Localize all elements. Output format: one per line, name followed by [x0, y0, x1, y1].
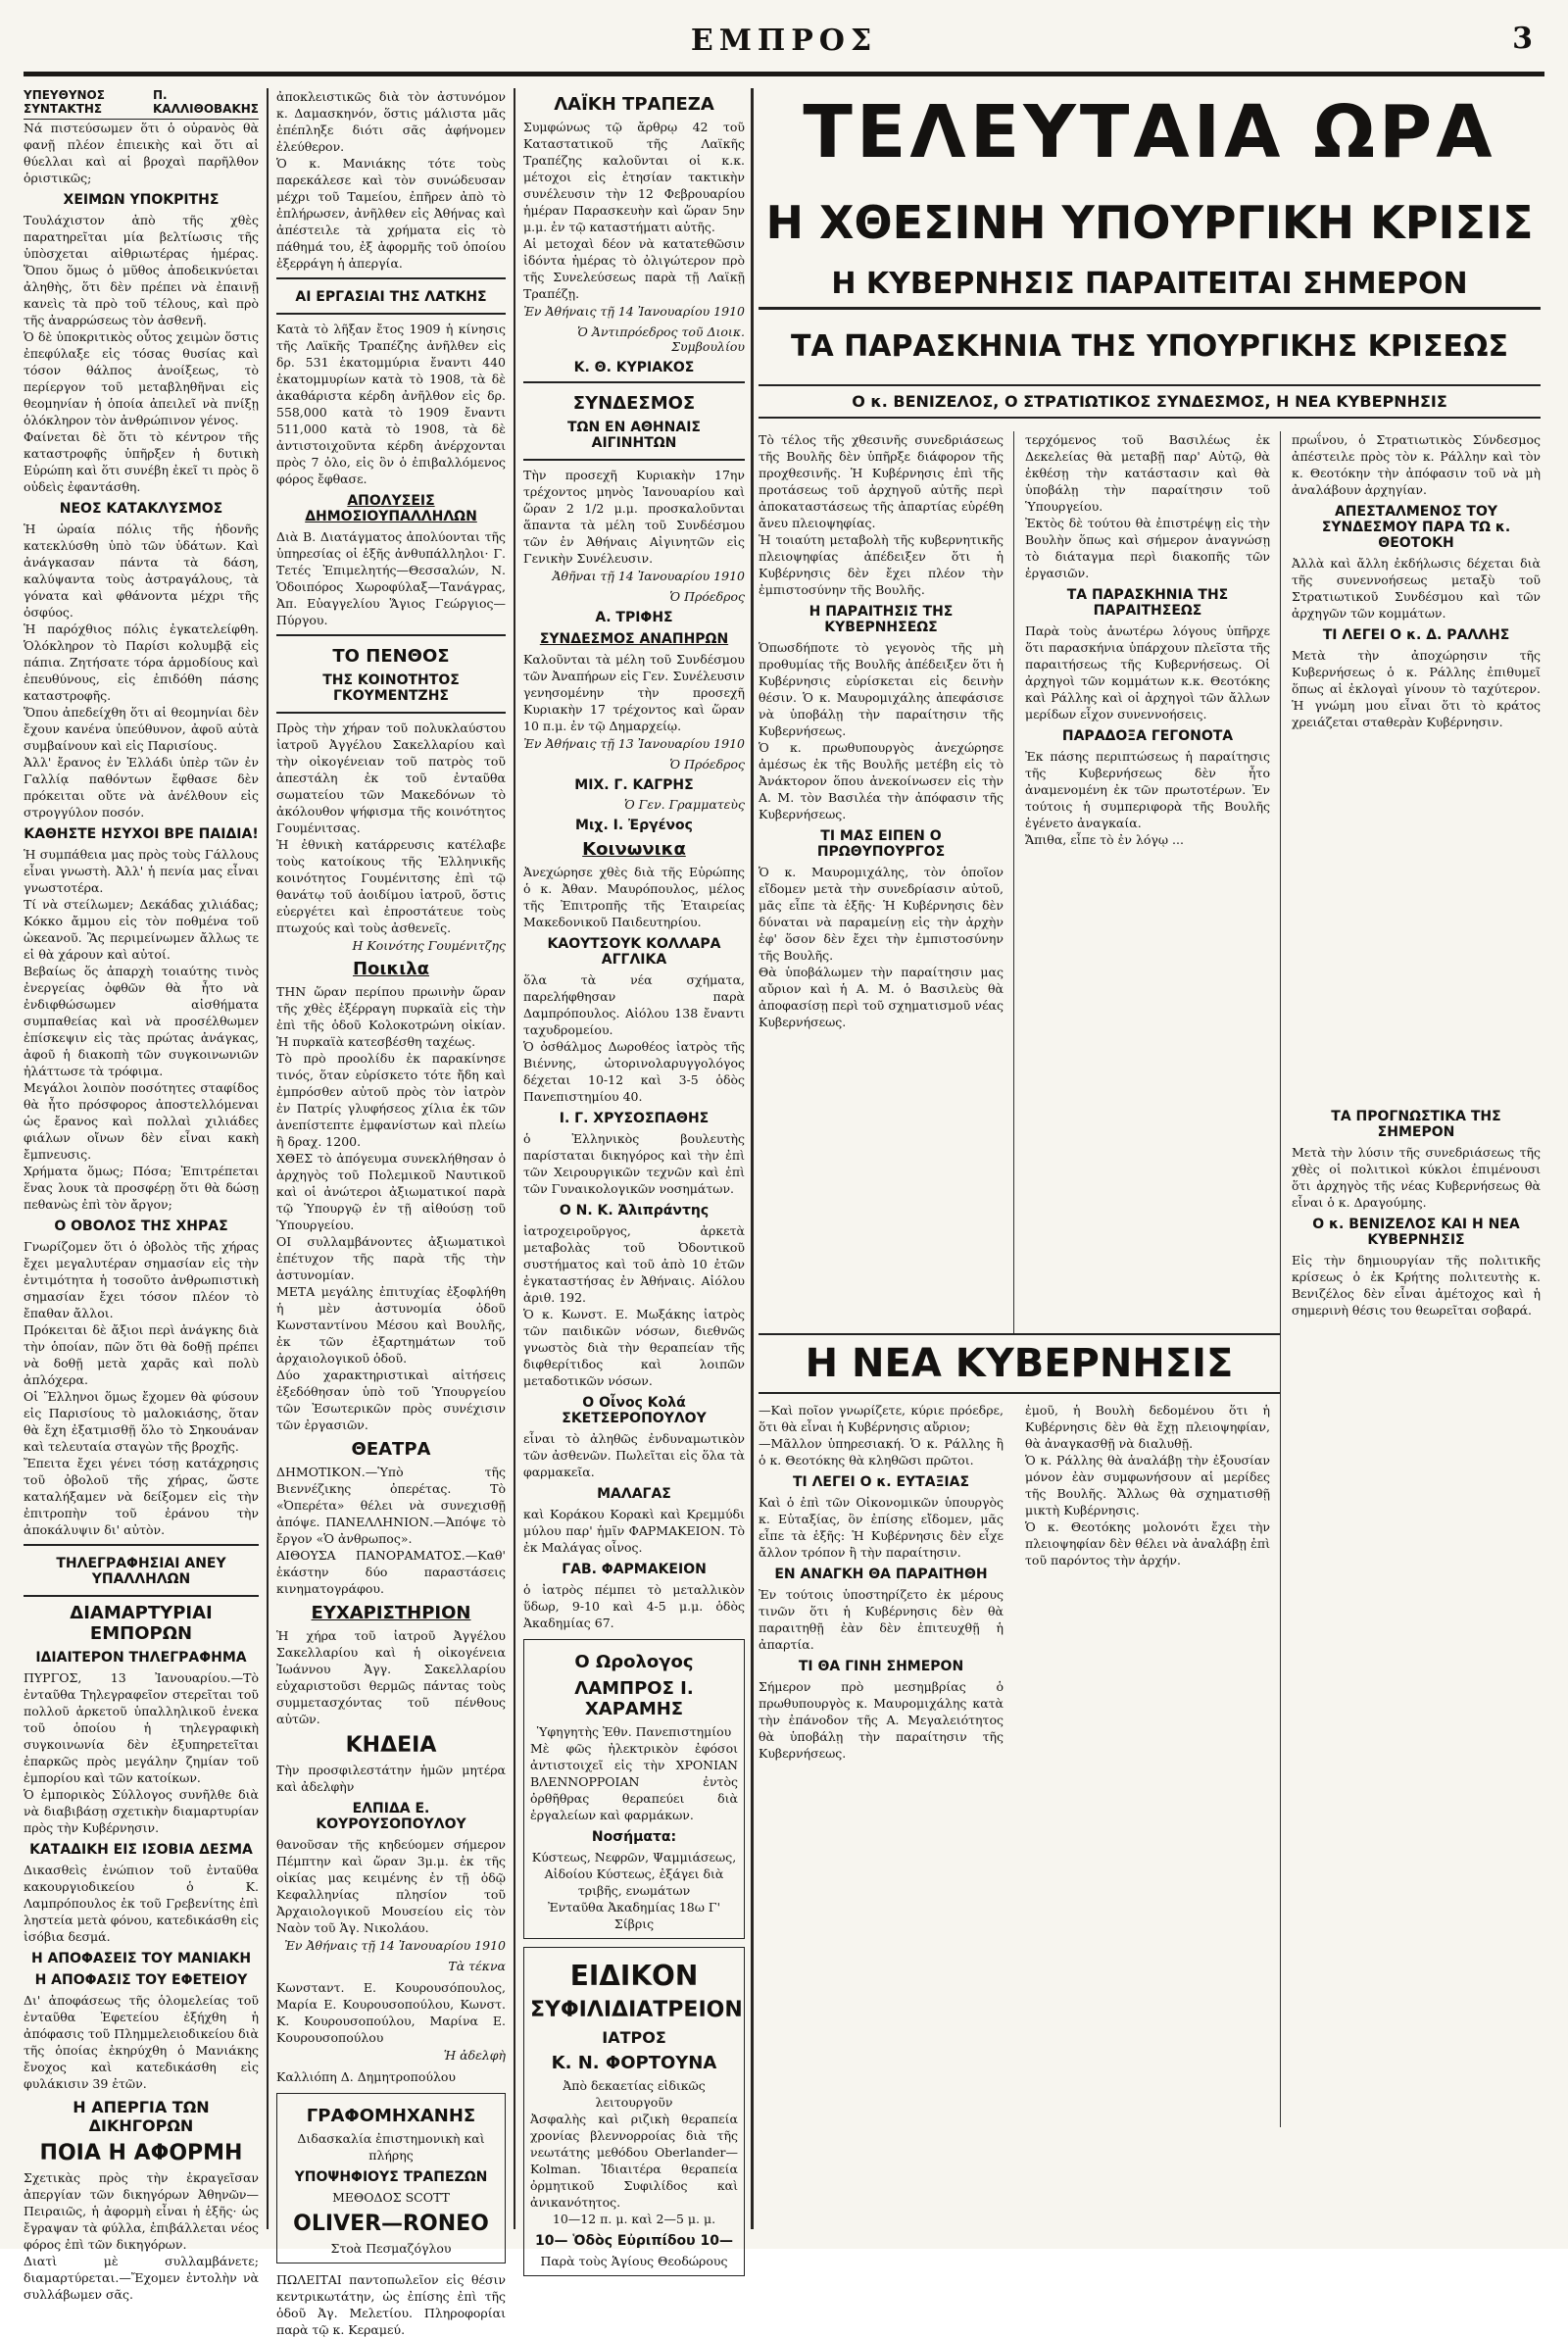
signatory-name: Κ. Θ. ΚΥΡΙΑΚΟΣ: [573, 360, 695, 375]
paragraph: Εἰς τὴν δημιουργίαν τῆς πολιτικῆς κρίσεως ὁ ἐκ Κρήτης πολιτευτὴς κ. Βενιζέλος δὲν εἶναι ἀμέτοχος καὶ ἡ σημερινὴ θέσις του θεωρεῖται σοβαρά.: [1292, 1253, 1541, 1318]
column-3: [523, 88, 745, 2268]
section-heading: ΑΙ ΕΡΓΑΣΙΑΙ ΤΗΣ ΛΑΤΚΗΣ: [295, 289, 487, 305]
section-heading: ΠΑΡΑΔΟΞΑ ΓΕΓΟΝΟΤΑ: [1061, 728, 1234, 744]
ad-text: Διδασκαλία ἐπιστημονικὴ καὶ πλήρης: [297, 2131, 485, 2163]
paragraph: Μετὰ τὴν λύσιν τῆς συνεδριάσεως τῆς χθὲς οἱ πολιτικοὶ κύκλοι ἐπιμένουσι ὅτι ἀρχηγὸς τῆς νέας Κυβερνήσεως θὰ εἶναι ὁ κ. Δραγούμης.: [1292, 1145, 1541, 1210]
section-heading: ΛΑΪΚΗ ΤΡΑΠΕΖΑ: [554, 94, 714, 115]
paragraph: Ἀνεχώρησε χθὲς διὰ τῆς Εὐρώπης ὁ κ. Ἀθαν. Μαυρόπουλος, μέλος τῆς Ἐπιτροπῆς τῆς Ἐταιρείας Μακεδονικοῦ Παιδευτηρίου.: [523, 865, 745, 929]
paragraph: Κωνσταντ. Ε. Κουρουσόπουλος, Μαρία Ε. Κουρουσοπούλου, Κωνστ. Κ. Κουρουσοπούλου, Μαρίνα Ε. Κουρουσοπούλου: [276, 1980, 506, 2045]
paragraph: ΠΩΛΕΙΤΑΙ παντοπωλεῖον εἰς θέσιν κεντρικωτάτην, ὡς ἐπίσης ἐπὶ τῆς ὁδοῦ Ἀγ. Μελετίου. Πληροφορίαι παρὰ τῷ κ. Κεραμεύ.: [276, 2272, 506, 2337]
advertisement-fortouna: [523, 1947, 745, 2276]
column-2: [276, 88, 506, 2337]
date-line: Ἐν Ἀθήναις τῇ 14 Ἰανουαρίου 1910: [284, 1938, 506, 1953]
signature: Ὁ Ἀντιπρόεδρος τοῦ Διοικ. Συμβουλίου: [577, 324, 745, 354]
section-heading: ΤΙ ΛΕΓΕΙ Ο κ. ΕΥΤΑΞΙΑΣ: [792, 1474, 970, 1490]
main-column-b: [1025, 431, 1270, 1333]
paragraph: Δύο χαρακτηριστικαὶ αἰτήσεις ἐξεδόθησαν ὑπὸ τοῦ Ὑπουργείου τῶν Ἐσωτερικῶν πρὸς συνέχισιν τῶν ἐργασιῶν.: [276, 1368, 506, 1432]
paragraph: Ὁ κ. Μαυρομιχάλης, τὸν ὁποῖον εἴδομεν μετὰ τὴν συνεδρίασιν αὐτοῦ, μᾶς εἶπε τὰ ἑξῆς· Ἡ Κυβέρνησις δὲν δύναται νὰ παραμείνῃ εἰς τὴν ἀρχὴν ἐφ' ὅσον δὲν ἔχει τὴν ἐμπιστοσύνην τῆς Βουλῆς.: [759, 865, 1004, 963]
signature: Η Κοινότης Γουμένιτζης: [352, 938, 506, 953]
paragraph: Τὴν προσεχῆ Κυριακὴν 17ην τρέχοντος μηνὸς Ἰανουαρίου καὶ ὥραν 2 1/2 μ.μ. προσκαλοῦνται ἅπαντα τὰ μέλη τοῦ Συνδέσμου τῶν ἐν Ἀθήναις Αἰγινητῶν εἰς Γενικὴν Συνέλευσιν.: [523, 468, 745, 566]
date-line: Ἐν Ἀθήναις τῇ 14 Ἰανουαρίου 1910: [523, 304, 745, 319]
paragraph: ΔΗΜΟΤΙΚΟΝ.—Ὑπὸ τῆς Βιεννέζικης ὀπερέτας. Τὸ «Ὀπερέτα» θέλει νὰ συνεχισθῇ ἀπόψε. ΠΑΝΕΛΛΗΝΙΟΝ.—Ἀπόψε τὸ ἔργον «Ὁ ἀνθρωπος».: [276, 1465, 506, 1546]
main-column-d: [759, 1402, 1004, 2127]
editor-role: ΥΠΕΥΘΥΝΟΣ ΣΥΝΤΑΚΤΗΣ: [24, 88, 105, 116]
signature: Ὁ Πρόεδρος: [669, 757, 745, 771]
paragraph: Καλοῦνται τὰ μέλη τοῦ Συνδέσμου τῶν Ἀναπήρων εἰς Γεν. Συνέλευσιν γενησομένην τὴν προσεχῆ Κυριακὴν 17 τρέχοντος καὶ ὥραν 10 π.μ. ἐν τῷ Δημαρχείῳ.: [523, 652, 745, 733]
column-divider: [751, 88, 754, 2229]
signatory-name: ΜΙΧ. Γ. ΚΑΓΡΗΣ: [574, 777, 694, 793]
paragraph: Αἱ μετοχαὶ δέον νὰ κατατεθῶσιν ἰδόντα ἡμέρας τὸ ὀλιγώτερον πρὸ τῆς Συνελεύσεως παρὰ τῇ Λαϊκῇ Τραπέζῃ.: [523, 236, 745, 301]
ad-text: Ὑφηγητὴς Ἐθν. Πανεπιστημίου: [536, 1724, 732, 1739]
column-divider: [514, 88, 515, 2229]
section-heading: ΑΠΕΣΤΑΛΜΕΝΟΣ ΤΟΥ ΣΥΝΔΕΣΜΟΥ ΠΑΡΑ ΤΩ κ. ΘΕΟΤΟΚΗ: [1321, 504, 1511, 551]
paragraph: ΟΙ συλλαμβάνοντες ἀξιωματικοὶ ἐπέτυχον τῆς παρὰ τῆς τὴν ἀστυνομίαν.: [276, 1234, 506, 1282]
paragraph: Οἱ Ἕλληνοι ὅμως ἔχομεν θὰ φύσουν εἰς Παρισίους τὸ μαλοκιάσης, ὅταν θὰ ἔχη ἐξατμισθῇ ὅλο τὸ Σηκουάναν καὶ τελευταία σταγὼν τῆς βροχῆς.: [24, 1389, 259, 1454]
section-heading: ΚΑΘΗΣΤΕ ΗΣΥΧΟΙ ΒΡΕ ΠΑΙΔΙΑ!: [24, 826, 259, 842]
paragraph: —Καὶ ποῖον γνωρίζετε, κύριε πρόεδρε, ὅτι θὰ εἶναι ἡ Κυβέρνησις αὔριον;: [759, 1403, 1004, 1434]
paragraph: Ὅπου ἀπεδείχθη ὅτι αἱ θεομηνίαι δὲν ἔχουν κανένα ὑπεύθυνον, ἀφοῦ αὐτὰ συμβαίνουν καὶ εἰς Παρισίους.: [24, 705, 259, 753]
section-heading: ΑΠΟΛΥΣΕΙΣ ΔΗΜΟΣΙΟΥΠΑΛΛΗΛΩΝ: [305, 493, 477, 524]
main-article-columns: [759, 431, 1541, 2127]
paragraph: Τὸ τέλος τῆς χθεσινῆς συνεδριάσεως τῆς Βουλῆς δὲν ὑπῆρξε διάφορον τῆς προχθεσινῆς. Ἡ Κυβέρνησις ἐπὶ τῆς προτάσεως τοῦ ἀρχηγοῦ αὐτῆς περὶ ἀποκαταστάσεως τῆς ἀπαρτίας εὑρέθη ἄνευ πλειοψηφίας.: [759, 432, 1004, 530]
section-subheading: Η ΑΠΟΦΑΣΙΣ ΤΟΥ ΕΦΕΤΕΙΟΥ: [34, 1972, 248, 1988]
section-heading: ΚΗΔΕΙΑ: [345, 1733, 437, 1758]
paragraph: Φαίνεται δὲ ὅτι τὸ κέντρον τῆς καταστροφῆς ὑπῆρξεν ἡ δυτικὴ Εὐρώπη καὶ ὅτι συνέβη ἐκεῖ τι πρὸς ὃ οὐδεὶς ἐφαντάσθη.: [24, 429, 259, 494]
ad-text: Ἀσφαλὴς καὶ ριζικὴ θεραπεία χρονίας βλεννορροίας διὰ τῆς νεωτάτης μεθόδου Oberlander—Kolman. Ἰδιαιτέρα θεραπεία ὀρμητικοῦ Συφιλίδος καὶ ἀνικανότητος.: [530, 2112, 738, 2210]
section-subheading: ΙΔΙΑΙΤΕΡΟΝ ΤΗΛΕΓΡΑΦΗΜΑ: [35, 1650, 247, 1666]
paragraph: Βεβαίως ὅς ἀπαρχὴ τοιαύτης τινὸς ἐνεργείας ὀφθῶν θὰ ἦτο νὰ ἐνδιφθώσωμεν αἰσθήματα συμπαθείας καὶ νὰ προσέλθωμεν ἐπίσκεψιν εἰς τὰς πρώτας ἀνάγκας, ἀφοῦ ἡ διακοπὴ τῶν συγκοινωνιῶν ἠλάττωσε τὰ τρόφιμα.: [24, 964, 259, 1078]
section-heading: ΧΕΙΜΩΝ ΥΠΟΚΡΙΤΗΣ: [63, 192, 220, 208]
section-heading-new-government: Η ΝΕΑ ΚΥΒΕΡΝΗΣΙΣ: [759, 1333, 1280, 1394]
paragraph: ΤΗΝ ὥραν περίπου πρωινὴν ὥραν τῆς χθὲς ἐξέρραγη πυρκαϊὰ εἰς τὴν ἐπὶ τῆς ὁδοῦ Κολοκοτρώνη οἰκίαν. Ἡ πυρκαϊὰ κατεσβέσθη ταχέως.: [276, 984, 506, 1049]
paragraph: Ἄπιθα, εἶπε τὸ ἐν λόγῳ ...: [1025, 832, 1184, 847]
section-heading: ΤΟ ΠΕΝΘΟΣ: [332, 646, 450, 667]
paragraph: Θὰ ὑποβάλωμεν τὴν παραίτησιν μας αὔριον καὶ ἡ Α. Μ. ὁ Βασιλεὺς θὰ ἀποφασίσῃ περὶ τοῦ σχηματισμοῦ νέας Κυβερνήσεως.: [759, 965, 1004, 1029]
column-divider: [1013, 431, 1014, 1333]
paragraph: Τὸ πρὸ προολίδυ ἐκ παρακίνησε τινός, ὅταν εὐρίσκετο τότε ἤδη καὶ ἐμπρόσθεν αὐτοῦ πρὸς τὸν ἰατρὸν ἐν Πατρίς γλυφήσεος χίλια ἐκ τῶν ἀνεπίστεπτε ἐμφανίστων καὶ πλείω ἢ δραχ. 1200.: [276, 1051, 506, 1149]
main-column-c: [1292, 431, 1541, 2127]
ad-brand: OLIVER—RONEO: [293, 2212, 489, 2236]
paragraph: Ἡ τοιαύτη μεταβολὴ τῆς κυβερνητικῆς πλειοψηφίας ἀπέδειξεν ὅτι ἡ Κυβέρνησις δὲν ἔχει πλέον τὴν ἐμπιστοσύνην τῆς Βουλῆς.: [759, 532, 1004, 597]
ad-heading: ΓΡΑΦΟΜΗΧΑΝΗΣ: [306, 2106, 476, 2126]
section-heading: Ποικιλα: [352, 959, 429, 979]
main-subheadline: Η ΧΘΕΣΙΝΗ ΥΠΟΥΡΓΙΚΗ ΚΡΙΣΙΣ: [765, 196, 1534, 249]
section-heading: ΘΕΑΤΡΑ: [351, 1439, 431, 1460]
section-heading: ΤΑ ΠΡΟΓΝΩΣΤΙΚΑ ΤΗΣ ΣΗΜΕΡΟΝ: [1331, 1109, 1501, 1140]
ad-heading: ΣΥΦΙΛΙΔΙΑΤΡΕΙΟΝ: [530, 1998, 743, 2022]
advertisement-typing: [276, 2093, 506, 2263]
paragraph: Ὁ ὀσθάλμος Δωροθέος ἰατρὸς τῆς Βιέννης, ὠτορινολαρυγγολόγος δέχεται 10-12 καὶ 3-5 ὁδὸς Πανεπιστημίου 40.: [523, 1039, 745, 1104]
paragraph: Ὁπωσδήποτε τὸ γεγονὸς τῆς μὴ προθυμίας τῆς Βουλῆς ἀπέδειξεν ὅτι ἡ Κυβέρνησις εὑρίσκεται εἰς δεινὴν θέσιν. Ὁ κ. Μαυρομιχάλης ἀπεφάσισε νὰ ὑποβάλῃ τὴν παραίτησιν τῆς Κυβερνήσεως.: [759, 640, 1004, 738]
paragraph: Δι' ἀποφάσεως τῆς ὁλομελείας τοῦ ἐνταῦθα Ἐφετείου ἐξήχθη ἡ ἀπόφασις τοῦ Πλημμελειοδικείου διὰ τῆς ὁποίας ἐκηρύχθη ὁ Μανιάκης ἔνοχος καὶ κατεδικάσθη εἰς φυλάκισιν 39 ἐτῶν.: [24, 1993, 259, 2091]
paragraph: Κατὰ τὸ λῆξαν ἔτος 1909 ἡ κίνησις τῆς Λαϊκῆς Τραπέζης ἀνῆλθεν εἰς δρ. 531 ἑκατομμύρια ἔναντι 440 ἑκατομμυρίων κατὰ τὸ 1908, τὰ δὲ ἀκαθάριστα κέρδη ἀνῆλθον εἰς δρ. 558,000 κατὰ τὸ 1909 ἔναντι 511,000 κατὰ τὸ 1908, τὰ δὲ ἀντιστοιχοῦντα κέρδη ἀνέρχονται πρὸς 7 ὀλο, εἰς ὃν ὁ ἐπιβαλλόμενος φόρος ἔφθασε.: [276, 322, 506, 486]
ad-heading: ΕΙΔΙΚΟΝ: [569, 1960, 699, 1992]
paragraph: Μετὰ τὴν ἀποχώρησιν τῆς Κυβερνήσεως ὁ κ. Ράλλης ἐπιθυμεῖ ὅπως αἱ ἐκλογαὶ γίνουν τὸ ταχύτερον. Ἡ γνώμη μου εἶναι ὅτι τὸ κράτος χρειάζεται σταθερὰν Κυβέρνησιν.: [1292, 648, 1541, 729]
section-heading: Ο κ. ΒΕΝΙΖΕΛΟΣ ΚΑΙ Η ΝΕΑ ΚΥΒΕΡΝΗΣΙΣ: [1312, 1217, 1520, 1248]
paragraph: ΑΙΘΟΥΣΑ ΠΑΝΟΡΑΜΑΤΟΣ.—Καθ' ἑκάστην δύο παραστάσεις κινηματογράφου.: [276, 1548, 506, 1596]
ad-heading: ΚΑΟΥΤΣΟΥΚ ΚΟΛΛΑΡΑ ΑΓΓΛΙΚΑ: [547, 936, 721, 968]
paragraph: Μεγάλοι λοιπὸν ποσότητες σταφίδος θὰ ἦτο πρόσφορος ἀποστελλόμεναι ὡς ἔρανος καὶ πολλαὶ χιλιάδες φιάλων οἴνων δὲν εἶναι κακὴ ἔμπνευσις.: [24, 1080, 259, 1162]
paragraph: Ἡ ὡραία πόλις τῆς ἡδονῆς κατεκλύσθη ὑπὸ τῶν ὑδάτων. Καὶ ἀνάγκασαν πάντα τὰ δάση, καλύψαντα τοὺς ἀστραγάλους, τὰ γόνατα καὶ φθάνοντα μέχρι τῆς ὀσφύος.: [24, 522, 259, 620]
ad-text: Παρὰ τοὺς Ἁγίους Θεοδώρους: [540, 2254, 728, 2268]
section-heading: ΤΙ ΘΑ ΓΙΝΗ ΣΗΜΕΡΟΝ: [798, 1659, 964, 1674]
section-heading: Η ΑΠΟΦΑΣΕΙΣ ΤΟΥ ΜΑΝΙΑΚΗ: [30, 1951, 252, 1966]
ad-text: Ἀπὸ δεκαετίας εἰδικῶς λειτουργοῦν: [563, 2078, 706, 2110]
advertisement-charamis: [523, 1639, 745, 1939]
ad-heading: Ο Οἶνος Κολά ΣΚΕΤΣΕΡΟΠΟΥΛΟΥ: [562, 1395, 707, 1426]
paragraph: πρωΐνου, ὁ Στρατιωτικὸς Σύνδεσμος ἀπέστειλε πρὸς τὸν κ. Ράλλην καὶ τὸν κ. Θεοτόκην τὴν ἀπόφασιν τοῦ νὰ μὴ ἀναλάβουν ἀρχηγίαν.: [1292, 432, 1541, 497]
paragraph: ἀποκλειστικῶς διὰ τὸν ἀστυνόμον κ. Δαμασκηνόν, ὅστις μάλιστα μᾶς ἐπέπληξε διότι σᾶς ἀφήνομεν ἐλεύθερον.: [276, 89, 506, 154]
paragraph: ἐμοῦ, ἡ Βουλὴ δεδομένου ὅτι ἡ Κυβέρνησις δὲν θὰ ἔχῃ πλειοψηφίαν, θὰ ἀναγκασθῇ νὰ διαλυθῇ.: [1025, 1403, 1270, 1451]
ad-text: Κύστεως, Νεφρῶν, Ψαμμιάσεως, Αἰδοίου Κύστεως, ἐξάγει διὰ τριβῆς, ενωμάτων: [531, 1850, 737, 1898]
paragraph: Ἐκ πάσης περιπτώσεως ἡ παραίτησις τῆς Κυβερνήσεως δὲν ἦτο ἀναμενομένη ἐκ τῶν πρωτοτέρων. Ἐν τούτοις ἡ συμπεριφορὰ τῆς Βουλῆς ἐγένετο ἀναγκαία.: [1025, 749, 1270, 830]
ad-heading: ΓΑΒ. ΦΑΡΜΑΚΕΙΟΝ: [562, 1562, 707, 1577]
section-heading: Ο ΟΒΟΛΟΣ ΤΗΣ ΧΗΡΑΣ: [54, 1219, 228, 1234]
editor-byline: [24, 88, 259, 120]
section-heading: ΤΙ ΛΕΓΕΙ Ο κ. Δ. ΡΑΛΛΗΣ: [1322, 627, 1510, 643]
paragraph: ὅλα τὰ νέα σχήματα, παρελήφθησαν παρὰ Δαμπρόπουλος. Αἰόλου 138 ἔναντι ταχυδρομείου.: [523, 972, 745, 1037]
main-subheadline: ΤΑ ΠΑΡΑΣΚΗΝΙΑ ΤΗΣ ΥΠΟΥΡΓΙΚΗΣ ΚΡΙΣΕΩΣ: [791, 329, 1508, 364]
paragraph: ἰατροχειροῦργος, ἀρκετὰ μεταβολὰς τοῦ Ὀδοντικοῦ συστήματος καὶ τοῦ ἀπὸ 10 ἐτῶν ἐγκαταστήσας ἐν Ἀθήναις. Αἰόλου ἀριθ. 192.: [523, 1223, 745, 1305]
deceased-name: ΕΛΠΙΔΑ Ε. ΚΟΥΡΟΥΣΟΠΟΥΛΟΥ: [316, 1801, 466, 1832]
date-line: Ἀθῆναι τῇ 14 Ἰανουαρίου 1910: [552, 569, 745, 583]
signature: Τὰ τέκνα: [448, 1959, 506, 1973]
paragraph: εἶναι τὸ ἀληθῶς ἐνδυναμωτικὸν τῶν ἀσθενῶν. Πωλεῖται εἰς ὅλα τὰ φαρμακεῖα.: [523, 1431, 745, 1479]
paragraph: Χρήματα ὅμως; Πόσα; Ἐπιτρέπεται ἕνας λουκ τὰ προσφέρῃ ὅτι θὰ δώσῃ πεθανὼς ἐπὶ τὸν ἄργον;: [24, 1164, 259, 1212]
main-column-e: [1025, 1402, 1270, 2127]
paragraph: Ὁ κ. Θεοτόκης μολονότι ἔχει τὴν πλειοψηφίαν δὲν θέλει νὰ ἀναλάβῃ ἐπὶ τοῦ παρόντος τὴν ἀρχήν.: [1025, 1519, 1270, 1567]
newspaper-title: ΕΜΠΡΟΣ: [690, 24, 878, 58]
section-heading: Η ΠΑΡΑΙΤΗΣΙΣ ΤΗΣ ΚΥΒΕΡΝΗΣΕΩΣ: [808, 604, 954, 635]
ad-subheading: Νοσήματα:: [591, 1829, 677, 1845]
ad-heading: Ι. Γ. ΧΡΥΣΟΣΠΑΘΗΣ: [559, 1111, 710, 1126]
paragraph: ΠΥΡΓΟΣ, 13 Ἰανουαρίου.—Τὸ ἐνταῦθα Τηλεγραφεῖον στερεῖται τοῦ πολλοῦ ἀρκετοῦ ὑπαλληλικοῦ ἐνεκα τοῦ ὁποίου ἡ τηλεγραφικὴ συγκοινωνία δὲν ἐξυπηρετεῖται ἐπαρκῶς πρὸς μεγάλην ζημίαν τοῦ ἐμπορίου καὶ τῶν κατοίκων.: [24, 1670, 259, 1785]
column-divider: [1280, 431, 1281, 2127]
paragraph: Ὁ κ. Ράλλης θὰ ἀναλάβῃ τὴν ἐξουσίαν μόνον ἐὰν συμφωνήσουν αἱ μερίδες τῆς Βουλῆς. Ἄλλως θὰ σχηματισθῇ μικτὴ Κυβέρνησις.: [1025, 1453, 1270, 1517]
paragraph: Ἀλλὰ καὶ ἄλλη ἐκδήλωσις δέχεται διὰ τῆς συνεννοήσεως μεταξὺ τοῦ Στρατιωτικοῦ Συνδέσμου καὶ τῶν ἀρχηγῶν τῶν κομμάτων.: [1292, 556, 1541, 621]
main-subheadline: Ο κ. ΒΕΝΙΖΕΛΟΣ, Ο ΣΤΡΑΤΙΩΤΙΚΟΣ ΣΥΝΔΕΣΜΟΣ, Η ΝΕΑ ΚΥΒΕΡΝΗΣΙΣ: [759, 384, 1541, 419]
paragraph: ΧΘΕΣ τὸ ἀπόγευμα συνεκλήθησαν ὁ ἀρχηγὸς τοῦ Πολεμικοῦ Ναυτικοῦ καὶ οἱ ἀνώτεροι ἀξιωματικοί παρὰ τῷ Ὑπουργῷ ἐν τῇ αἰθούσῃ τοῦ Ὑπουργείου.: [276, 1151, 506, 1232]
paragraph: Ἡ χήρα τοῦ ἰατροῦ Ἀγγέλου Σακελλαρίου καὶ ἡ οἰκογένεια Ἰωάννου Ἀγγ. Σακελλαρίου εὐχαριστοῦσι θερμῶς πάντας τοὺς συμμετασχόντας τοῦ πένθους αὐτῶν.: [276, 1628, 506, 1726]
paragraph: Πρὸς τὴν χήραν τοῦ πολυκλαύστου ἰατροῦ Ἀγγέλου Σακελλαρίου καὶ τὴν οἰκογένειαν τοῦ πατρὸς τοῦ ἀπεστάλη ἐκ τοῦ ἐνταῦθα σωματείου τῶν Μακεδόνων τὸ ἀκόλουθον ψήφισμα τῆς κοινότητος Γουμένιτσας.: [276, 721, 506, 835]
paragraph: Τὴν προσφιλεστάτην ἡμῶν μητέρα καὶ ἀδελφὴν: [276, 1763, 506, 1794]
main-subheadline: Η ΚΥΒΕΡΝΗΣΙΣ ΠΑΡΑΙΤΕΙΤΑΙ ΣΗΜΕΡΟΝ: [759, 267, 1541, 310]
editor-name: Π. ΚΑΛΛΙΘΟΒΑΚΗΣ: [153, 88, 259, 116]
paragraph: Τί νὰ στείλωμεν; Δεκάδας χιλιάδας; Κόκκο ἄμμου εἰς τὸν ποθμένα τοῦ ὠκεανοῦ. Ἂς περιμείνωμεν ἄλλως τε εἰ θὰ χάρουν καὶ αὐτοί.: [24, 897, 259, 962]
section-heading: ΔΙΑΜΑΡΤΥΡΙΑΙ ΕΜΠΟΡΩΝ: [70, 1603, 213, 1644]
ad-name: Κ. Ν. ΦΟΡΤΟΥΝΑ: [551, 2053, 717, 2073]
paragraph: Ὁ κ. Κωνστ. Ε. Μωξάκης ἰατρὸς τῶν παιδικῶν νόσων, διεθνῶς γνωστὸς διὰ τὴν θεραπείαν τῆς διφθερίτιδος καὶ λοιπῶν μεταδοτικῶν νόσων.: [523, 1307, 745, 1388]
paragraph: καὶ Κοράκου Κορακὶ καὶ Κρεμμύδι μύλου παρ' ἡμῖν ΦΑΡΜΑΚΕΙΟΝ. Τὸ ἐκ Μαλάγας οἶνος.: [523, 1507, 745, 1555]
paragraph: θανοῦσαν τῆς κηδεύομεν σήμερον Πέμπτην καὶ ὥραν 3μ.μ. ἐκ τῆς οἰκίας μας κειμένης ἐν τῇ ὁδῷ Κεφαλληνίας πλησίον τοῦ Ἀρχαιολογικοῦ Μουσείου εἰς τὸν Ναὸν τοῦ Ἁγ. Νικολάου.: [276, 1837, 506, 1935]
section-heading: ΕΥΧΑΡΙΣΤΗΡΙΟΝ: [311, 1603, 471, 1623]
section-subheading: ΤΗΣ ΚΟΙΝΟΤΗΤΟΣ ΓΚΟΥΜΕΝΤΖΗΣ: [322, 672, 460, 704]
ad-heading: Ο Ν. Κ. Ἀλιπράντης: [559, 1203, 710, 1219]
section-heading: ΣΥΝΔΕΣΜΟΣ: [572, 393, 696, 414]
paragraph: Ὁ κ. Μανιάκης τότε τοὺς παρεκάλεσε καὶ τὸν συνώδευσαν μέχρι τοῦ Ταμείου, ἐπῆρεν ἀπὸ τὸ ἐπλήρωσεν, ἀνῆλθεν εἰς Ἀθήνας καὶ ἀπέστειλε τὰ χρήματα εἰς τὸ πάθημά του, ἐξ ἀφορμῆς τοῦ ὁποίου ἐξερράγη ἡ ἀπεργία.: [276, 156, 506, 271]
signature: Ἡ ἀδελφὴ: [443, 2048, 506, 2063]
signature: Ὁ Γεν. Γραμματεὺς: [623, 797, 745, 812]
masthead-rule: [24, 72, 1544, 76]
paragraph: Σχετικὰς πρὸς τὴν ἐκραγεῖσαν ἀπεργίαν τῶν δικηγόρων Ἀθηνῶν—Πειραιῶς, ἡ ἀφορμὴ εἶναι ἡ ἑξῆς· ὡς ἔγραψαν τὰ φύλλα, ἐπιβάλλεται νέος φόρος ἐπὶ τῶν δικηγόρων.: [24, 2170, 259, 2252]
section-heading: ΤΗΛΕΓΡΑΦΗΣΙΑΙ ΑΝΕΥ ΥΠΑΛΛΗΛΩΝ: [56, 1556, 226, 1587]
paragraph: Ἐκτὸς δὲ τούτου θὰ ἐπιστρέψῃ εἰς τὴν Βουλὴν ὅπως καὶ σήμερον ἀναγνώσῃ τὸ διάταγμα περὶ διακοπῆς τῶν ἐργασιῶν.: [1025, 516, 1270, 580]
paragraph: Διὰ Β. Διατάγματος ἀπολύονται τῆς ὑπηρεσίας οἱ ἑξῆς ἀνθυπάλληλοι· Γ. Τετές Ἐπιμελητής—Θεσσαλών, Ν. Ὁδοιπόρος Χωροφύλαξ—Τανάγρας, Ἀπ. Εὐαγγελίου Ἅγιος Γεώργιος—Πύργου.: [276, 529, 506, 627]
ad-text: Ἐνταῦθα Ἀκαδημίας 18ω Γ' Σίβρις: [547, 1900, 721, 1931]
paragraph: Ἀλλ' ἔρανος ἐν Ἑλλάδι ὑπὲρ τῶν ἐν Γαλλίᾳ παθόντων ἔφθασε δὲν πρόκειται οὔτε νὰ ἀνέλθουν εἰς στρογγύλον ποσόν.: [24, 755, 259, 820]
signature: Ὁ Πρόεδρος: [669, 589, 745, 604]
ad-subheading: ΥΠΟΨΗΦΙΟΥΣ ΤΡΑΠΕΖΩΝ: [294, 2169, 488, 2185]
date-line: Ἐν Ἀθήναις τῇ 13 Ἰανουαρίου 1910: [523, 736, 745, 751]
ad-text: ΜΕΘΟΔΟΣ SCOTT: [332, 2190, 450, 2205]
section-heading: Η ΑΠΕΡΓΙΑ ΤΩΝ ΔΙΚΗΓΟΡΩΝ: [73, 2098, 210, 2135]
section-heading: ΤΑ ΠΑΡΑΣΚΗΝΙΑ ΤΗΣ ΠΑΡΑΙΤΗΣΕΩΣ: [1066, 587, 1229, 619]
section-heading: Κοινωνικα: [582, 839, 686, 860]
ad-heading: ΜΑΛΑΓΑΣ: [597, 1486, 671, 1502]
masthead: [24, 18, 1544, 76]
section-subheading: ΤΩΝ ΕΝ ΑΘΗΝΑΙΣ ΑΙΓΙΝΗΤΩΝ: [567, 420, 701, 451]
page-number: 3: [1512, 22, 1533, 56]
section-heading: ΕΝ ΑΝΑΓΚΗ ΘΑ ΠΑΡΑΙΤΗΘΗ: [774, 1567, 988, 1582]
signatory-name: Α. ΤΡΙΦΗΣ: [595, 610, 673, 625]
paragraph: Ἡ ἐθνικὴ κατάρρευσις κατέλαβε τοὺς κατοίκους τῆς Ἑλληνικῆς κοινότητος Γουμένιτσης ἐπὶ τῷ θανάτῳ τοῦ ἀοιδίμου ἰατροῦ, ὅστις εὐεργέτει καὶ ἐπροστάτευε τοὺς πτωχούς καὶ τοὺς ἀσθενεῖς.: [276, 837, 506, 935]
ad-subheading: ΙΑΤΡΟΣ: [602, 2028, 666, 2047]
paragraph: Ἐν τούτοις ὑποστηρίζετο ἐκ μέρους τινῶν ὅτι ἡ Κυβέρνησις δὲν θὰ παραιτηθῇ ἐὰν δὲν ἐπιτευχθῇ ἡ ἀπαρτία.: [759, 1587, 1004, 1652]
paragraph: Σήμερον πρὸ μεσημβρίας ὁ πρωθυπουργὸς κ. Μαυρομιχάλης κατὰ τὴν ἐπάνοδον τῆς Α. Μεγαλειότητος θὰ ὑποβάλῃ τὴν παραίτησιν τῆς Κυβερνήσεως.: [759, 1679, 1004, 1761]
paragraph: Δικασθεὶς ἐνώπιον τοῦ ἐνταῦθα κακουργιοδικείου ὁ Κ. Λαμπρόπουλος ἐκ τοῦ Γρεβενίτης ἐπὶ ληστεία μετὰ φόνου, κατεδικάσθη εἰς ἰσόβια δεσμά.: [24, 1863, 259, 1944]
paragraph: Νά πιστεύσωμεν ὅτι ὁ οὐρανὸς θὰ φανῇ πλέον ἐπιεικὴς καὶ ὅτι αἱ θύελλαι καὶ αἱ βροχαὶ παρῆλθον ὁριστικῶς;: [24, 121, 259, 185]
paragraph: Τουλάχιστον ἀπὸ τῆς χθὲς παρατηρεῖται μία βελτίωσις τῆς ὑπὸσχεται αἰθριωτέρας ἡμέρας. Ὅπου ὅμως ὁ μῦθος ἀποδεικνύεται ἀληθὴς, ὅτι δὲν πρέπει νὰ ἐπαινῇ κανεὶς τὰ πρὸ τοῦ τέλους, καὶ πρὸ τῆς ἀναρρώσεως τὸν ἀσθενῆ.: [24, 213, 259, 327]
paragraph: τερχόμενος τοῦ Βασιλέως ἐκ Δεκελείας θὰ μεταβῇ παρ' Αὐτῷ, θὰ ἐκθέσῃ τὴν κατάστασιν καὶ θὰ ὑποβάλῃ τὴν παραίτησιν τοῦ Ὑπουργείου.: [1025, 432, 1270, 514]
paragraph: Ἡ παρόχθιος πόλις ἐγκατελείφθη. Ὁλόκληρον τὸ Παρίσι κολυμβᾷ εἰς πάπια. Ζητήσατε τόρα ἁρμοδίους καὶ ἐπευθύνους, εἰς ἐπιδόθη πάσης καταστροφῆς.: [24, 622, 259, 703]
paragraph: Πρόκειται δὲ ἄξιοι περὶ ἀνάγκης διὰ τὴν ὁποίαν, πῶν ὅτι θὰ δοθῇ πρέπει νὰ δοθῇ μετὰ χαρᾶς καὶ πολὺ ἀπλόχερα.: [24, 1322, 259, 1387]
section-heading: ΣΥΝΔΕΣΜΟΣ ΑΝΑΠΗΡΩΝ: [539, 631, 729, 647]
paragraph: Παρὰ τοὺς ἀνωτέρω λόγους ὑπῆρχε ὅτι παρασκήνια ὑπάρχουν πλεῖστα τῆς παραιτήσεως τῆς Κυβερνήσεως. Οἱ ἀρχηγοὶ τῶν κομμάτων κ.κ. Θεοτόκης καὶ Ράλλης καὶ οἱ ἀρχηγοὶ τῶν ἄλλων μερίδων εἶχον συνεννοήσεις.: [1025, 623, 1270, 721]
paragraph: Ὁ ἐμπορικὸς Σύλλογος συνῆλθε διὰ νὰ διαβιβάσῃ σχετικὴν διαμαρτυρίαν πρὸς τὴν Κυβέρνησιν.: [24, 1787, 259, 1835]
paragraph: ὁ ἰατρὸς πέμπει τὸ μεταλλικὸν ὕδωρ, 9-10 καὶ 4-5 μ.μ. ὁδὸς Ἀκαδημίας 67.: [523, 1582, 745, 1630]
paragraph: Ὁ κ. πρωθυπουργὸς ἀνεχώρησε ἀμέσως ἐκ τῆς Βουλῆς μετέβη εἰς τὸ Ἀνάκτορον ὅπου ἀνεκοίνωσεν εἰς τὴν Α. Μ. τὸν Βασιλέα τὴν ἀπόφασιν τῆς Κυβερνήσεως.: [759, 740, 1004, 821]
section-heading: ΠΟΙΑ Η ΑΦΟΡΜΗ: [39, 2141, 243, 2165]
paragraph: Καλλιόπη Δ. Δημητροπούλου: [276, 2069, 457, 2084]
column-divider: [267, 88, 269, 2229]
column-1: [24, 88, 259, 2302]
paragraph: Καὶ ὁ ἐπὶ τῶν Οἰκονομικῶν ὑπουργὸς κ. Εὐταξίας, ὃν ἐπίσης εἴδομεν, μᾶς εἶπε τὰ ἑξῆς: Ἡ Κυβέρνησις δὲν εἶχε ἄλλον τρόπον ἢ τὴν παραίτησιν.: [759, 1495, 1004, 1560]
ad-text: 10—12 π. μ. καὶ 2—5 μ. μ.: [552, 2212, 716, 2226]
ad-address: 10— Ὁδὸς Εὐριπίδου 10—: [535, 2233, 733, 2249]
ad-text: Στοὰ Πεσμαζόγλου: [330, 2241, 452, 2256]
section-heading: ΚΑΤΑΔΙΚΗ ΕΙΣ ΙΣΟΒΙΑ ΔΕΣΜΑ: [29, 1842, 253, 1858]
paragraph: ὁ Ἑλληνικὸς βουλευτὴς παρίσταται δικηγόρος καὶ τὴν ἐπὶ τῶν Χειρουργικῶν τεχνῶν καὶ ἐπὶ τῶν Γυναικολογικῶν νοσημάτων.: [523, 1131, 745, 1196]
paragraph: Ἔπειτα ἔχει γένει τόσῃ κατάχρησις τοῦ ὀβολοῦ τῆς χήρας, ὥστε καταλήξαμεν νὰ δείξομεν εἰς τὴν ἐπιτροπὴν τοῦ ἐράνου τὴν ἀποκάλυψιν δι' αὐτὸν.: [24, 1456, 259, 1537]
paragraph: Συμφώνως τῷ ἄρθρῳ 42 τοῦ Καταστατικοῦ τῆς Λαϊκῆς Τραπέζης καλοῦνται οἱ κ.κ. μέτοχοι εἰς ἐτησίαν τακτικὴν συνέλευσιν τὴν 12 Φεβρουαρίου ἡμέραν Παρασκευὴν καὶ ὥραν 5ην μ.μ. ἐν τῷ καταστήματι αὐτῆς.: [523, 120, 745, 234]
main-headline: ΤΕΛΕΥΤΑΙΑ ΩΡΑ: [803, 90, 1496, 174]
paragraph: Ὁ δὲ ὑποκριτικὸς οὗτος χειμὼν ὅστις ἐπεφύλαξε εἰς τόσας θυσίας καὶ τόσον θάλπος ἀνοίξεως, τὸ περίεργον τοῦ μεταβληθῆναι εἰς θεομηνίαν ἡ ὁποία ἀπειλεῖ νὰ πνίξῃ ὁλόκληρον τὸν ἀνθρώπινον γένος.: [24, 329, 259, 427]
ad-name: ΛΑΜΠΡΟΣ Ι. ΧΑΡΑΜΗΣ: [574, 1678, 694, 1719]
paragraph: Διατὶ μὲ συλλαμβάνετε; διαμαρτύρεται.—Ἔχομεν ἐντολὴν νὰ συλλάβωμεν σᾶς.: [24, 2254, 259, 2302]
section-heading: ΝΕΟΣ ΚΑΤΑΚΛΥΣΜΟΣ: [59, 501, 223, 517]
ad-text: Μὲ φῶς ἠλεκτρικὸν ἐφόσοι ἀντιστοιχεῖ εἰς τὴν ΧΡΟΝΙΑΝ ΒΛΕΝΝΟΡΡΟΙΑΝ ἐντὸς ὀρθῆθρας θεραπεύει διὰ ἐργαλείων καὶ φαρμάκων.: [530, 1741, 738, 1822]
paragraph: —Μᾶλλον ὑπηρεσιακή. Ὁ κ. Ράλλης ἢ ὁ κ. Θεοτόκης θὰ κληθῶσι πρῶτοι.: [759, 1436, 1004, 1467]
signatory-name: Μιχ. Ι. Ἐργένος: [575, 818, 693, 833]
section-heading: ΤΙ ΜΑΣ ΕΙΠΕΝ Ο ΠΡΩΘΥΠΟΥΡΓΟΣ: [816, 828, 946, 860]
paragraph: Γνωρίζομεν ὅτι ὁ ὀβολὸς τῆς χήρας ἔχει μεγαλυτέραν σημασίαν εἰς τὴν ἐντιμότητα ἡ τοσοῦτο ἀνθρωπιστικὴ σημασίαν ἔχει τόσον πλέον τὸ ἔπαθαν ἄλλοι.: [24, 1239, 259, 1320]
ad-heading: Ο Ωρολογος: [574, 1652, 694, 1672]
paragraph: ΜΕΤΑ μεγάλης ἐπιτυχίας ἐξοφλήθη ἡ μὲν ἀστυνομία ὁδοῦ Κωνσταντίνου Μέσου καὶ Βουλῆς, ἐκ τῶν ἐξαρτημάτων τοῦ ἀρχαιολογικοῦ ὁδοῦ.: [276, 1284, 506, 1366]
paragraph: Ἡ συμπάθεια μας πρὸς τοὺς Γάλλους εἶναι γνωστὴ. Ἀλλ' ἡ πενία μας εἶναι γνωστοτέρα.: [24, 847, 259, 895]
